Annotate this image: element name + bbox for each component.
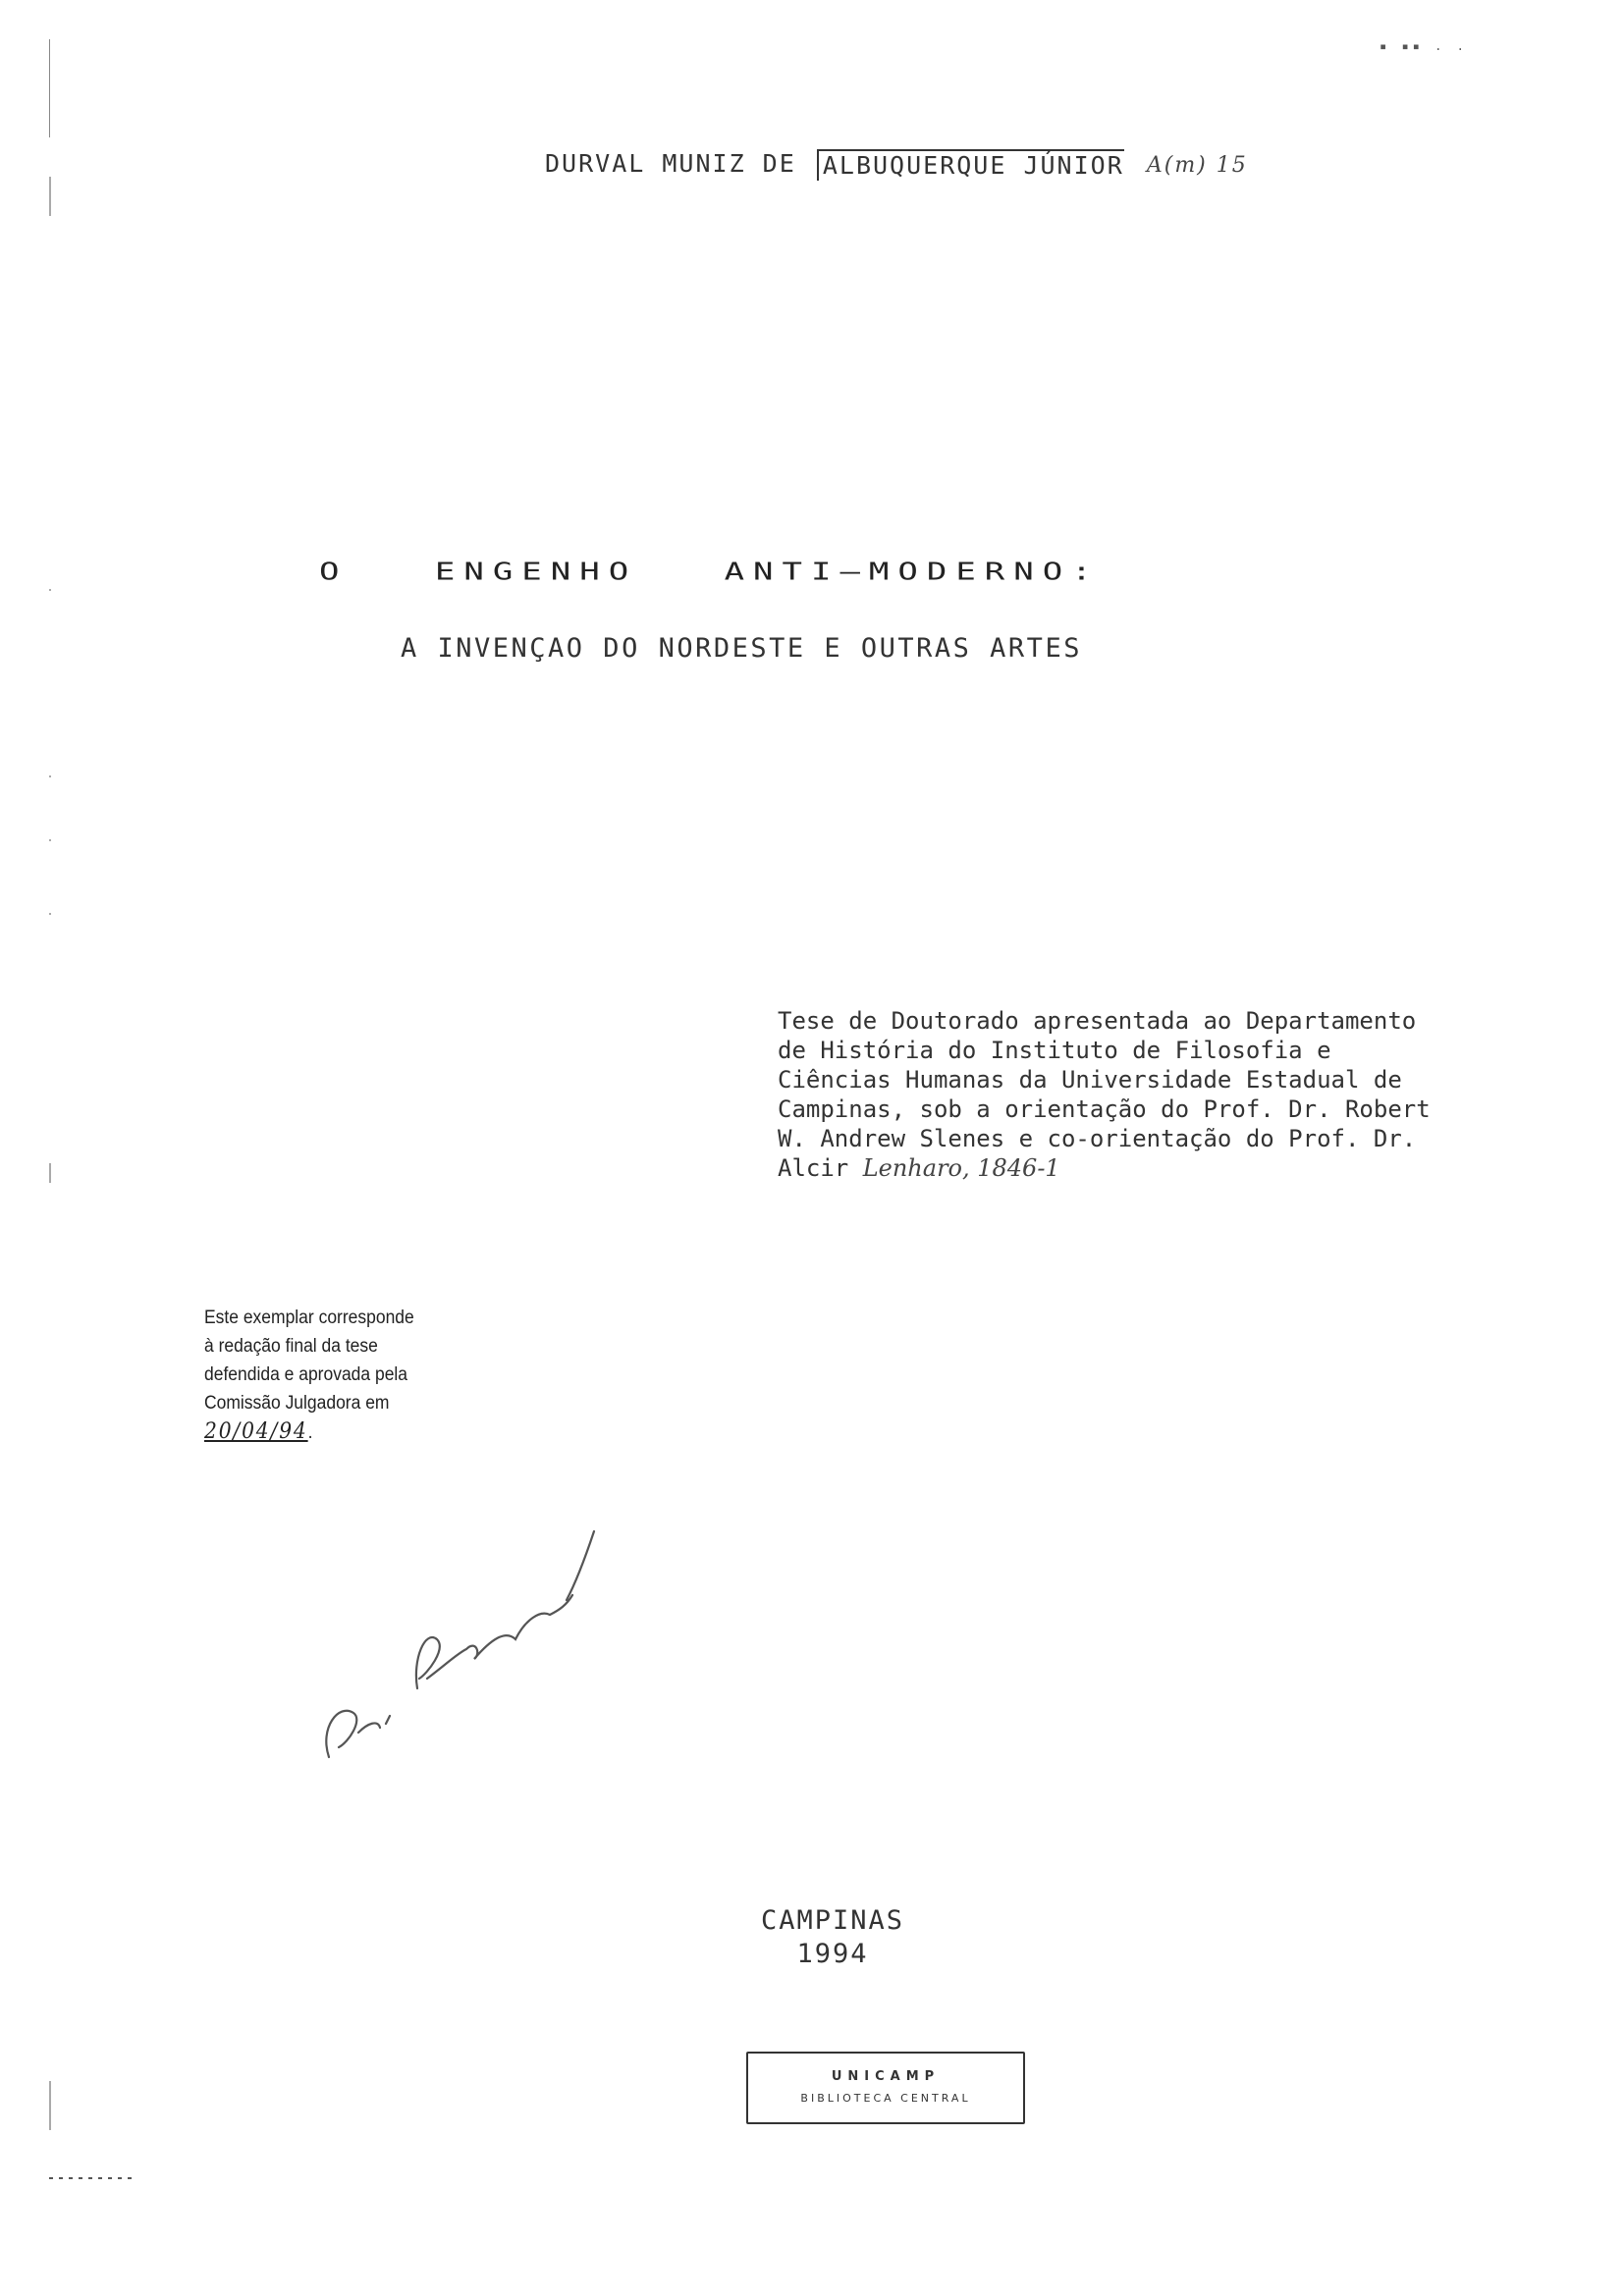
approval-line: Comissão Julgadora em bbox=[204, 1393, 390, 1414]
statement-line: W. Andrew Slenes e co-orientação do Prof. Dr. bbox=[778, 1125, 1417, 1152]
statement-line-last bbox=[778, 1153, 1553, 1183]
statement-line: Alcir bbox=[778, 1154, 849, 1182]
handwritten-signature bbox=[309, 1492, 643, 1787]
co-advisor-handwritten: Lenharo, 1846-1 bbox=[862, 1154, 1060, 1182]
thesis-subtitle: A INVENÇAO DO NORDESTE E OUTRAS ARTES bbox=[401, 633, 1082, 664]
library-stamp bbox=[746, 2052, 1025, 2124]
statement-line: de História do Instituto de Filosofia e bbox=[778, 1037, 1331, 1064]
publication-place-year bbox=[754, 1904, 911, 1971]
scan-margin-mark bbox=[49, 177, 51, 216]
scan-margin-mark bbox=[49, 1163, 51, 1183]
scan-margin-mark bbox=[49, 2081, 51, 2130]
publication-place: CAMPINAS bbox=[760, 1905, 905, 1936]
approval-note bbox=[204, 1304, 475, 1447]
scan-margin-mark bbox=[49, 775, 51, 777]
author-handwritten-note: A(m) 15 bbox=[1146, 153, 1248, 178]
approval-line: Este exemplar corresponde bbox=[204, 1308, 414, 1328]
statement-line: Tese de Doutorado apresentada ao Departamento bbox=[778, 1007, 1417, 1035]
approval-date: 20/04/94 bbox=[204, 1419, 308, 1444]
statement-line: Ciências Humanas da Universidade Estadual de bbox=[778, 1066, 1402, 1094]
stamp-institution: UNICAMP bbox=[831, 2069, 941, 2084]
approval-date-line: 20/04/94. bbox=[204, 1419, 313, 1444]
statement-line: Campinas, sob a orientação do Prof. Dr. Robert bbox=[778, 1095, 1431, 1123]
publication-year: 1994 bbox=[796, 1939, 869, 1969]
scan-margin-mark bbox=[49, 589, 51, 591]
stamp-library: BIBLIOTECA CENTRAL bbox=[800, 2092, 971, 2105]
author-prefix: DURVAL MUNIZ DE bbox=[545, 149, 796, 178]
approval-line: defendida e aprovada pela bbox=[204, 1364, 408, 1385]
thesis-statement bbox=[778, 1006, 1553, 1183]
scan-top-marks: ▪ ▪▪ . . bbox=[1380, 39, 1468, 53]
scan-margin-mark bbox=[49, 913, 51, 915]
scan-margin-line bbox=[49, 39, 50, 137]
scan-margin-mark bbox=[49, 839, 51, 841]
scan-bottom-mark bbox=[49, 2177, 137, 2179]
author-name bbox=[545, 149, 1248, 181]
author-surname: ALBUQUERQUE JÚNIOR bbox=[817, 149, 1124, 181]
approval-line: à redação final da tese bbox=[204, 1336, 378, 1357]
thesis-title: O ENGENHO ANTI—MODERNO: bbox=[319, 558, 1101, 586]
